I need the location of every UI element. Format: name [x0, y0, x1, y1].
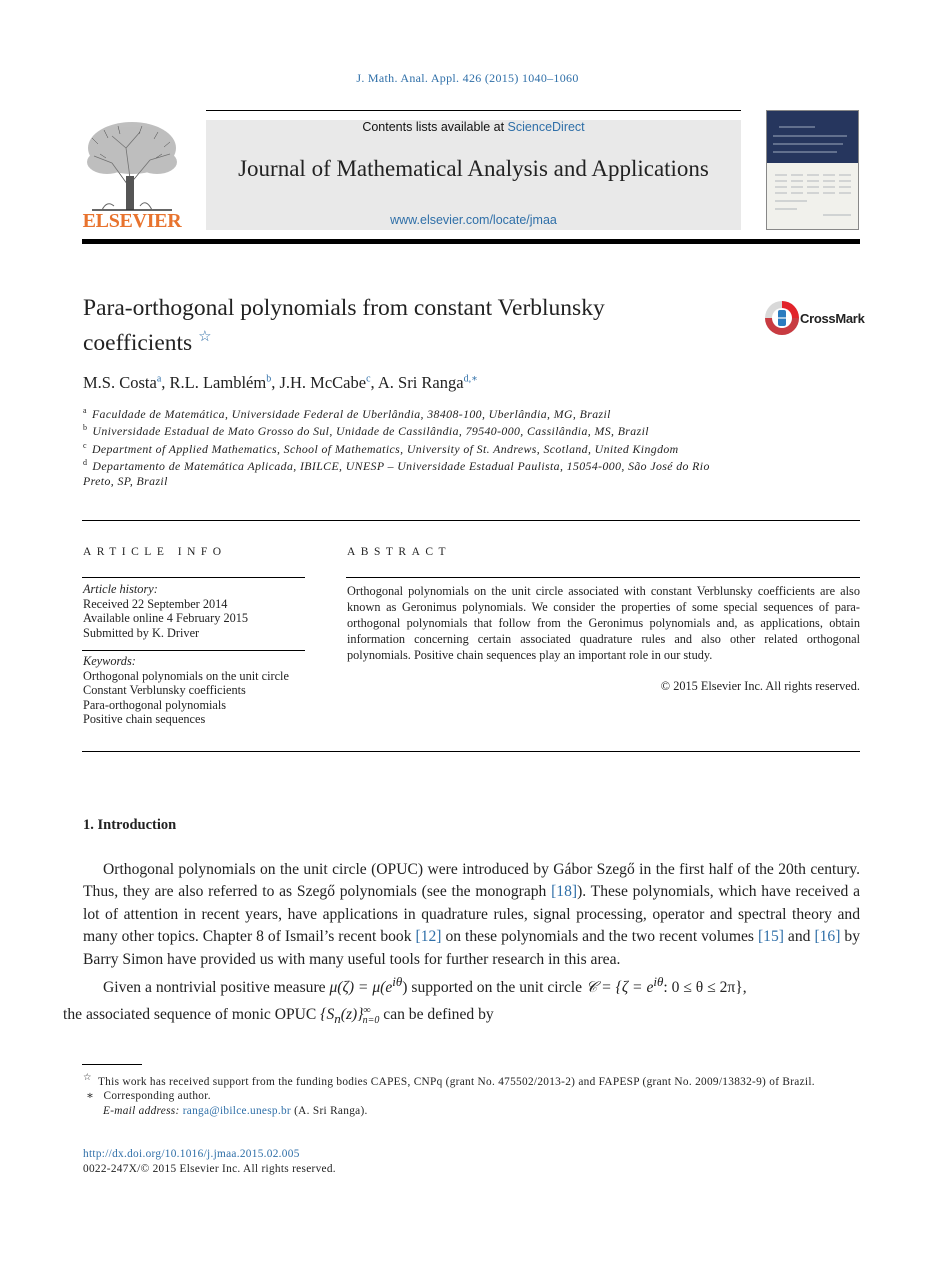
issn-line: 0022-247X/© 2015 Elsevier Inc. All rights reserved. [83, 1162, 336, 1175]
footnote-text: Corresponding author. [103, 1090, 211, 1103]
history-label: Article history: [83, 582, 158, 596]
article-info-heading: ARTICLE INFO [83, 546, 227, 558]
affiliation-label: d [83, 458, 88, 468]
author-name: R.L. Lamblém [169, 373, 267, 392]
paragraph-text: Orthogonal polynomials on the unit circle (OPUC) were introduced by Gábor Szegő in the first half of the 20th century. Thus, they are also referred to as Szegő polynomials (see the monograph [83, 861, 860, 901]
author-affiliation-mark[interactable]: a [156, 373, 162, 385]
affiliations [83, 404, 743, 488]
math-superscript: ∞ [363, 1004, 371, 1016]
contents-prefix: Contents lists available at [362, 120, 508, 134]
math-text: μ(ζ) = μ(e [329, 979, 393, 997]
paragraph-text: by Barry Simon have provided us with many useful tools for further research in this area. [83, 928, 860, 968]
affiliation-text: Faculdade de Matemática, Universidade Federal de Uberlândia, 38408-100, Uberlândia, MG, Brazil [91, 406, 611, 421]
affiliation-label: a [83, 406, 87, 415]
info-divider [82, 650, 305, 651]
affiliation-text: Departamento de Matemática Aplicada, IBILCE, UNESP – Universidade Estadual Paulista, 15054-000, São José do Rio Preto, SP, Brazil [83, 459, 710, 488]
journal-url-link[interactable]: www.elsevier.com/locate/jmaa [390, 213, 557, 227]
abstract-divider [346, 577, 860, 578]
math-subscript: n [334, 1010, 341, 1026]
paragraph-text: and [783, 928, 815, 946]
keyword-item: Constant Verblunsky coefficients [83, 683, 246, 697]
paragraph-text: ) supported on the unit circle [402, 979, 586, 997]
author-affiliation-mark[interactable]: d,∗ [463, 373, 478, 385]
reference-link[interactable]: [12] [415, 928, 442, 946]
footnotes [83, 1071, 860, 1118]
section-divider [82, 751, 860, 752]
masthead-top-rule [206, 110, 741, 111]
footnote-rule [82, 1064, 142, 1065]
paragraph [63, 971, 860, 1032]
math-text: (z)} [340, 1005, 364, 1023]
keyword-item: Para-orthogonal polynomials [83, 697, 227, 712]
journal-citation[interactable]: J. Math. Anal. Appl. 426 (2015) 1040–1060 [356, 71, 579, 85]
author-affiliation-mark[interactable]: c [366, 373, 371, 385]
contents-line [206, 120, 741, 134]
email-owner: (A. Sri Ranga). [294, 1104, 368, 1117]
affiliation-text: Department of Applied Mathematics, School of Mathematics, University of St. Andrews, Scotland, United Kingdom [91, 441, 679, 456]
affiliation-item [83, 456, 743, 488]
affiliation-item [83, 421, 743, 438]
paragraph-text: Given a nontrivial positive measure [103, 979, 330, 997]
paragraph [83, 859, 860, 971]
section-heading-introduction: 1. Introduction [83, 817, 177, 833]
footnote-text: This work has received support from the funding bodies CAPES, CNPq (grant No. 475502/2013-2) and FAPESP (grant No. 2009/13832-9) of Brazil. [97, 1075, 815, 1088]
keywords-label: Keywords: [83, 654, 136, 668]
email-link[interactable]: ranga@ibilce.unesp.br [182, 1104, 291, 1117]
math-exponent: iθ [392, 974, 403, 990]
journal-title: Journal of Mathematical Analysis and Applications [238, 156, 709, 181]
section-divider [82, 520, 860, 521]
math-exponent: iθ [653, 974, 664, 990]
math-inline [585, 974, 664, 997]
affiliation-item [83, 439, 743, 456]
doi-link[interactable]: http://dx.doi.org/10.1016/j.jmaa.2015.02.005 [83, 1148, 300, 1160]
math-text: {S [320, 1005, 335, 1023]
math-inline [329, 974, 403, 997]
math-subscript: n=0 [362, 1014, 380, 1026]
journal-cover-thumbnail[interactable] [766, 110, 859, 230]
elsevier-wordmark[interactable]: ELSEVIER [82, 210, 182, 232]
author-affiliation-mark[interactable]: b [266, 373, 272, 385]
paragraph-text: ). These polynomials, which have received a lot of attention in recent years, have applications in quadrature rules, signal processing, operator and spectral theory and many other topics. Chapter 8 of Ismail’s recent book [83, 883, 860, 946]
affiliation-text: Universidade Estadual de Mato Grosso do Sul, Unidade de Cassilândia, 79540-000, Cassilândia, MS, Brazil [92, 424, 649, 439]
paragraph-text: the associated sequence of monic OPUC [63, 1005, 321, 1023]
paragraph-text: can be defined by [379, 1005, 494, 1023]
reference-link[interactable]: [18] [551, 883, 578, 901]
info-divider [82, 577, 305, 578]
author-name: M.S. Costa [83, 373, 157, 392]
keywords-list [83, 654, 305, 727]
paragraph-text: on these polynomials and the two recent volumes [441, 928, 758, 946]
footnote-mark: ☆ [83, 1073, 92, 1083]
title-footnote-star[interactable]: ☆ [198, 329, 212, 345]
masthead-thick-rule [82, 239, 860, 244]
author-name: J.H. McCabe [279, 373, 367, 392]
math-inline [320, 1004, 380, 1026]
keyword-item: Positive chain sequences [83, 712, 206, 726]
footnote-email [83, 1104, 860, 1118]
history-online: Available online 4 February 2015 [83, 611, 249, 625]
paper-title [83, 294, 703, 358]
affiliation-label: b [83, 423, 88, 433]
author-name: A. Sri Ranga [377, 373, 464, 392]
doi-block [83, 1147, 336, 1176]
abstract-copyright: © 2015 Elsevier Inc. All rights reserved. [660, 679, 860, 693]
history-received: Received 22 September 2014 [83, 596, 228, 611]
affiliation-item [83, 404, 743, 421]
body-text [63, 859, 860, 1032]
keyword-item: Orthogonal polynomials on the unit circle [83, 668, 289, 683]
abstract-text: Orthogonal polynomials on the unit circle associated with constant Verblunsky coefficients are also known as Geronimus polynomials. We consider the properties of some special sequences of para-orthogonal polynomials that follow from the Geronimus polynomials and, as applications, obtain information concerning certain associated quadrature rules and also other related orthogonal polynomials. Positive chain sequences play an important role in our study. [347, 584, 860, 662]
reference-link[interactable]: [15] [757, 928, 784, 946]
article-history [83, 582, 305, 640]
cover-art [767, 111, 858, 229]
paragraph-text: : 0 ≤ θ ≤ 2π}, [663, 979, 747, 997]
abstract-heading: ABSTRACT [347, 546, 452, 558]
reference-link[interactable]: [16] [814, 928, 841, 946]
sciencedirect-link[interactable]: ScienceDirect [507, 120, 585, 134]
footnote-funding [83, 1071, 860, 1089]
author-list: M.S. Costa$^a$, R.L. Lamblém$^b$, J.H. McCabe$^c$, A. Sri Ranga$^{d,∗}$ [83, 373, 478, 392]
math-text: 𝒞 = {ζ = e [585, 979, 654, 997]
email-label: E-mail address: [103, 1104, 180, 1117]
crossmark-label[interactable]: CrossMark [800, 311, 865, 326]
paper-title-text: Para-orthogonal polynomials from constant Verblunsky coefficients [83, 295, 605, 356]
footnote-mark: ∗ [86, 1090, 95, 1103]
affiliation-label: c [83, 440, 87, 450]
history-submitted: Submitted by K. Driver [83, 625, 200, 640]
footnote-corresponding [83, 1089, 860, 1103]
